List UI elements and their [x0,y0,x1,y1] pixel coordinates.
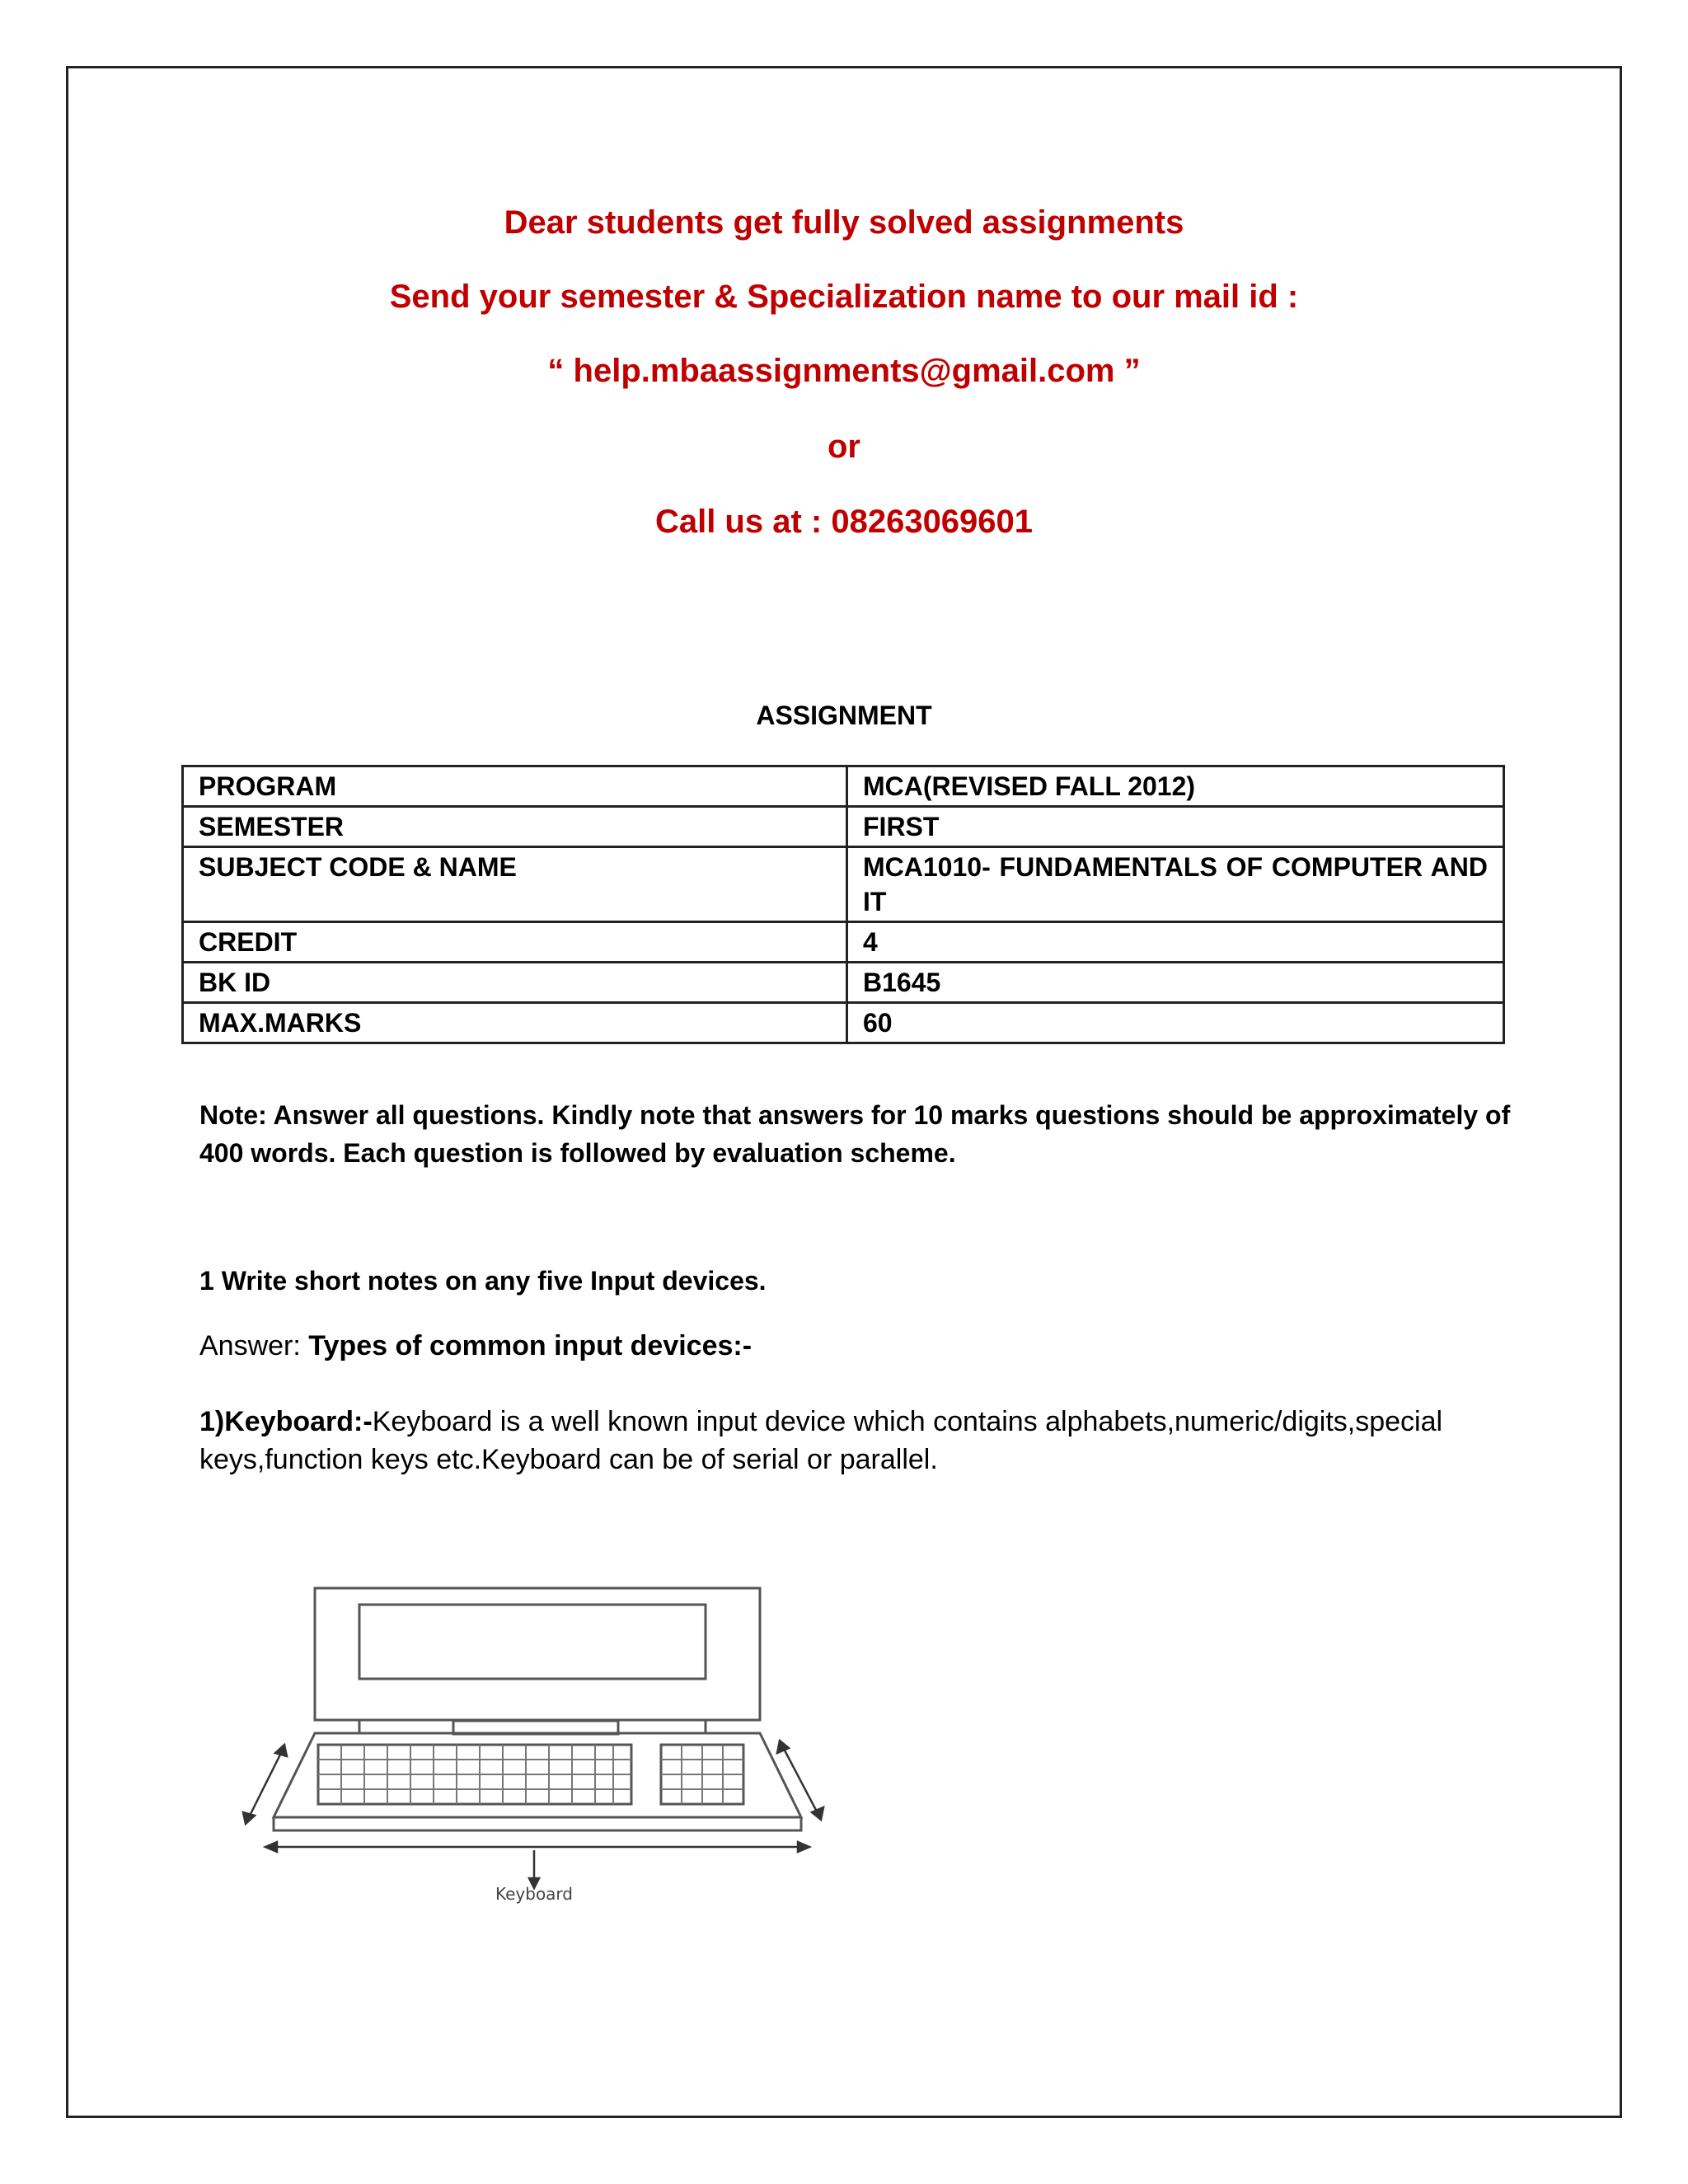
answer-prefix: Answer: [199,1330,309,1361]
answer-title: Types of common input devices:- [308,1330,753,1361]
table-key: BK ID [183,963,847,1003]
assignment-info-table [181,765,1505,1044]
table-value: 4 [847,922,1504,963]
table-key: SEMESTER [183,807,847,847]
table-key: SUBJECT CODE & NAME [183,847,847,922]
table-value: 60 [847,1003,1504,1043]
promo-line-2: Send your semester & Specialization name to our mail id : [389,279,1299,315]
table-row [183,807,1504,847]
promo-or: or [828,429,860,465]
table-value: MCA1010- FUNDAMENTALS OF COMPUTER AND IT [847,847,1504,922]
table-key: CREDIT [183,922,847,963]
table-row [183,922,1504,963]
promo-email: “ help.mbaassignments@gmail.com ” [547,353,1141,389]
table-row [183,766,1504,807]
keyboard-label: 1)Keyboard:- [199,1406,373,1437]
table-row [183,963,1504,1003]
table-row [183,1003,1504,1043]
keyboard-paragraph [199,1403,1535,1479]
question-1: 1 Write short notes on any five Input devices. [199,1266,767,1296]
keyboard-illustration-icon [239,1570,832,1904]
promo-line-1: Dear students get fully solved assignments [504,204,1184,241]
assignment-heading: ASSIGNMENT [756,701,932,730]
answer-line [199,1330,752,1362]
table-key: PROGRAM [183,766,847,807]
table-value: MCA(REVISED FALL 2012) [847,766,1504,807]
table-value: B1645 [847,963,1504,1003]
keyboard-text: Keyboard is a well known input device which contains alphabets,numeric/digits,special keys,function keys etc.Keyboard can be of serial or parallel. [199,1406,1443,1475]
figure-caption: Keyboard [495,1884,574,1904]
promo-phone: Call us at : 08263069601 [654,504,1034,540]
table-key: MAX.MARKS [183,1003,847,1043]
assignment-note: Note: Answer all questions. Kindly note that answers for 10 marks questions should be approximately of 400 words. Each question is followed by evaluation scheme. [199,1100,1511,1168]
table-row [183,847,1504,922]
table-value: FIRST [847,807,1504,847]
